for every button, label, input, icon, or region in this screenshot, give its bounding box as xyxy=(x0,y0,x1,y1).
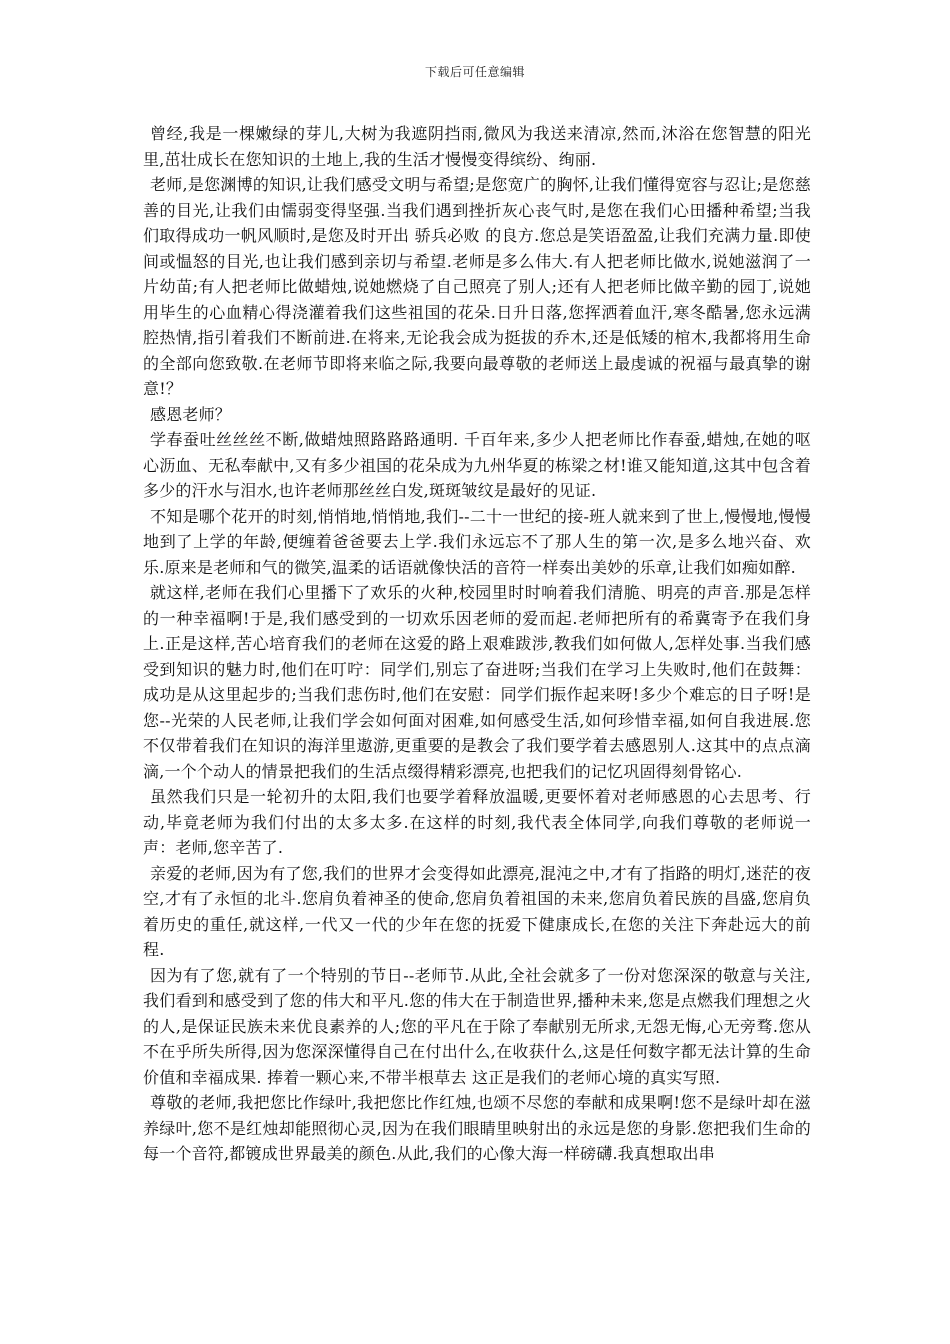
section-heading: 感恩老师？ xyxy=(150,404,232,424)
paragraph: 虽然我们只是一轮初升的太阳,我们也要学着释放温暖,更要怀着对老师感恩的心去思考、行动,毕竟老师为我们付出的太多太多.在这样的时刻,我代表全体同学,向我们尊敬的老师说一声：老师,您辛苦了. xyxy=(143,787,811,857)
article-body xyxy=(143,121,811,1167)
paragraph: 学春蚕吐丝丝丝不断,做蜡烛照路路路通明. 千百年来,多少人把老师比作春蚕,蜡烛,在她的呕心沥血、无私奉献中,又有多少祖国的花朵成为九州华夏的栋梁之材!谁又能知道,这其中包含着多少的汗水与泪水,也许老师那丝丝白发,斑斑皱纹是最好的见证. xyxy=(143,430,811,500)
paragraph: 老师,是您渊博的知识,让我们感受文明与希望;是您宽广的胸怀,让我们懂得宽容与忍让;是您慈善的目光,让我们由懦弱变得坚强.当我们遇到挫折灰心丧气时,是您在我们心田播种希望;当我们取得成功一帆风顺时,是您及时开出 骄兵必败 的良方.您总是笑语盈盈,让我们充满力量.即使间或愠怒的目光,也让我们感到亲切与希望.老师是多么伟大.有人把老师比做水,说她滋润了一片幼苗;有人把老师比做蜡烛,说她燃烧了自己照亮了别人;还有人把老师比做辛勤的园丁,说她用毕生的心血精心得浇灌着我们这些祖国的花朵.日升日落,您挥洒着血汗,寒冬酷暑,您永远满腔热情,指引着我们不断前进.在将来,无论我会成为挺拔的乔木,还是低矮的棺木,我都将用生命的全部向您致敬.在老师节即将来临之际,我要向最尊敬的老师送上最虔诚的祝福与最真挚的谢意!？ xyxy=(143,175,811,398)
paragraph: 亲爱的老师,因为有了您,我们的世界才会变得如此漂亮,混沌之中,才有了指路的明灯,迷茫的夜空,才有了永恒的北斗.您肩负着神圣的使命,您肩负着祖国的未来,您肩负着民族的昌盛,您肩负着历史的重任,就这样,一代又一代的少年在您的抚爱下健康成长,在您的关注下奔赴远大的前程. xyxy=(143,863,811,959)
paragraph: 就这样,老师在我们心里播下了欢乐的火种,校园里时时响着我们清脆、明亮的声音.那是怎样的一种幸福啊!于是,我们感受到的一切欢乐因老师的爱而起.老师把所有的希冀寄予在我们身上.正是这样,苦心培育我们的老师在这爱的路上艰难跋涉,教我们如何做人,怎样处事.当我们感受到知识的魅力时,他们在叮咛：同学们,别忘了奋进呀;当我们在学习上失败时,他们在鼓舞：成功是从这里起步的;当我们悲伤时,他们在安慰：同学们振作起来呀!多少个难忘的日子呀!是您--光荣的人民老师,让我们学会如何面对困难,如何感受生活,如何珍惜幸福,如何自我进展.您不仅带着我们在知识的海洋里遨游,更重要的是教会了我们要学着去感恩别人.这其中的点点滴滴,一个个动人的情景把我们的生活点缀得精彩漂亮,也把我们的记忆巩固得刻骨铭心. xyxy=(143,583,811,781)
paragraph: 曾经,我是一棵嫩绿的芽儿,大树为我遮阴挡雨,微风为我送来清凉,然而,沐浴在您智慧的阳光里,茁壮成长在您知识的土地上,我的生活才慢慢变得缤纷、绚丽. xyxy=(143,124,811,169)
paragraph: 因为有了您,就有了一个特别的节日--老师节.从此,全社会就多了一份对您深深的敬意与关注,我们看到和感受到了您的伟大和平凡.您的伟大在于制造世界,播种未来,您是点燃我们理想之火的人,是保证民族未来优良素养的人;您的平凡在于除了奉献别无所求,无怨无悔,心无旁骛.您从不在乎所失所得,因为您深深懂得自己在付出什么,在收获什么,这是任何数字都无法计算的生命价值和幸福成果. 捧着一颗心来,不带半根草去 这正是我们的老师心境的真实写照. xyxy=(143,965,811,1087)
paragraph: 尊敬的老师,我把您比作绿叶,我把您比作红烛,也颂不尽您的奉献和成果啊!您不是绿叶却在滋养绿叶,您不是红烛却能照彻心灵,因为在我们眼睛里映射出的永远是您的身影.您把我们生命的每一个音符,都镀成世界最美的颜色.从此,我们的心像大海一样磅礴.我真想取出串 xyxy=(143,1093,811,1163)
page-header-note: 下载后可任意编辑 xyxy=(424,65,525,79)
paragraph: 不知是哪个花开的时刻,悄悄地,悄悄地,我们--二十一世纪的接-班人就来到了世上,慢慢地,慢慢地到了上学的年龄,便缠着爸爸要去上学.我们永远忘不了那人生的第一次,是多么地兴奋、欢乐.原来是老师和气的微笑,温柔的话语就像快活的音符一样奏出美妙的乐章,让我们如痴如醉. xyxy=(143,506,811,577)
